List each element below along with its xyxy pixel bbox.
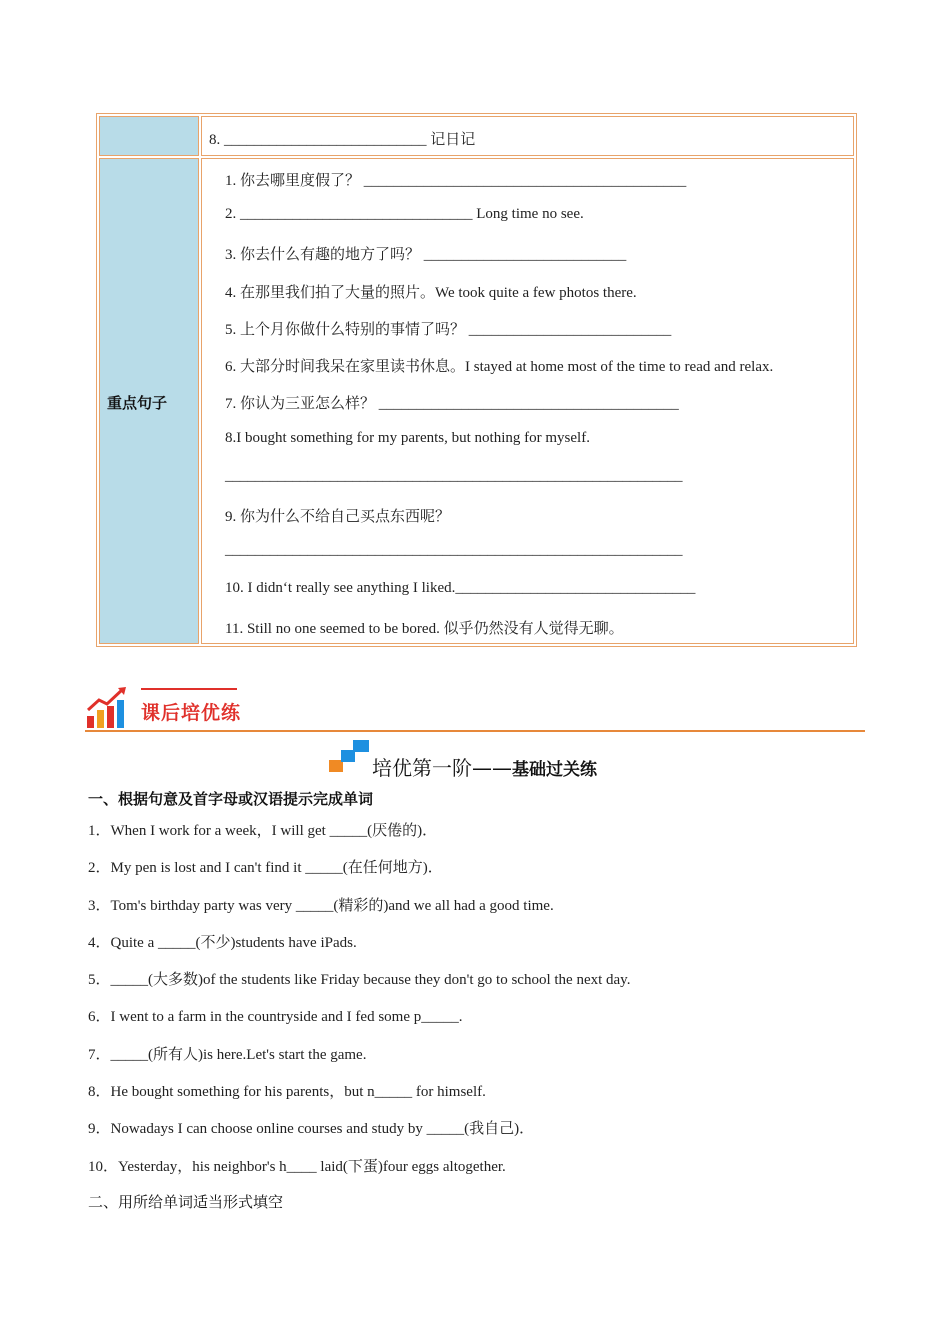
sentence-2: 2. _______________________________ Long time no see.	[225, 206, 584, 222]
row1-label-cell	[99, 116, 199, 156]
section-rule	[85, 730, 865, 732]
sentence-5: 5. 上个月你做什么特别的事情了吗？ ___________________________	[225, 322, 672, 338]
sentence-6: 6. 大部分时间我呆在家里读书休息。I stayed at home most of the time to read and relax.	[225, 359, 774, 375]
sentence-10: 10. I didn‘t really see anything I liked.________________________________	[225, 580, 696, 596]
sentence-8: 8.I bought something for my parents, but nothing for myself.	[225, 430, 590, 446]
sentence-9: 9. 你为什么不给自己买点东西呢？	[225, 509, 451, 525]
sentence-11: 11. Still no one seemed to be bored. 似乎仍然没有人觉得无聊。	[225, 621, 624, 637]
sentence-9-answer-line: _____________________________________________________________	[225, 542, 683, 558]
stage-title-main: 培优第一阶	[372, 756, 472, 780]
sentence-4: 4. 在那里我们拍了大量的照片。We took quite a few photos there.	[225, 285, 637, 301]
key-sentences-table	[96, 113, 857, 647]
stage-title-sub: 基础过关练	[512, 760, 597, 780]
sentence-8-answer-line: _____________________________________________________________	[225, 468, 683, 484]
row1-item: 8. ___________________________ 记日记	[209, 132, 476, 148]
steps-icon	[327, 738, 371, 774]
row2-label: 重点句子	[107, 394, 168, 412]
question-10: 10．Yesterday，his neighbor's h____ laid(下蛋)four eggs altogether.	[88, 1159, 506, 1175]
question-5: 5．_____(大多数)of the students like Friday because they don't go to school the next day.	[88, 972, 631, 988]
stage-title	[372, 752, 597, 781]
question-2: 2．My pen is lost and I can't find it _____(在任何地方)．	[88, 860, 443, 876]
sentence-3: 3. 你去什么有趣的地方了吗？ ___________________________	[225, 247, 627, 263]
part2-heading: 二、用所给单词适当形式填空	[88, 1193, 284, 1211]
question-6: 6．I went to a farm in the countryside and I fed some p_____.	[88, 1009, 463, 1025]
section-header	[85, 684, 865, 734]
question-4: 4．Quite a _____(不少)students have iPads.	[88, 935, 357, 951]
question-9: 9．Nowadays I can choose online courses and study by _____(我自己)．	[88, 1121, 535, 1137]
part1-heading: 一、根据句意及首字母或汉语提示完成单词	[88, 790, 374, 808]
question-3: 3．Tom's birthday party was very _____(精彩的)and we all had a good time.	[88, 898, 554, 914]
growth-chart-icon	[85, 686, 129, 730]
section-topline	[141, 688, 237, 690]
section-title: 课后培优练	[141, 702, 242, 724]
question-7: 7．_____(所有人)is here.Let's start the game.	[88, 1047, 367, 1063]
question-8: 8．He bought something for his parents，but n_____ for himself.	[88, 1084, 486, 1100]
sentence-7: 7. 你认为三亚怎么样？ ________________________________________	[225, 396, 679, 412]
question-1: 1．When I work for a week，I will get _____(厌倦的)．	[88, 823, 438, 839]
sentence-1: 1. 你去哪里度假了？ ___________________________________________	[225, 173, 687, 189]
stage-title-dash: ——	[472, 756, 512, 780]
